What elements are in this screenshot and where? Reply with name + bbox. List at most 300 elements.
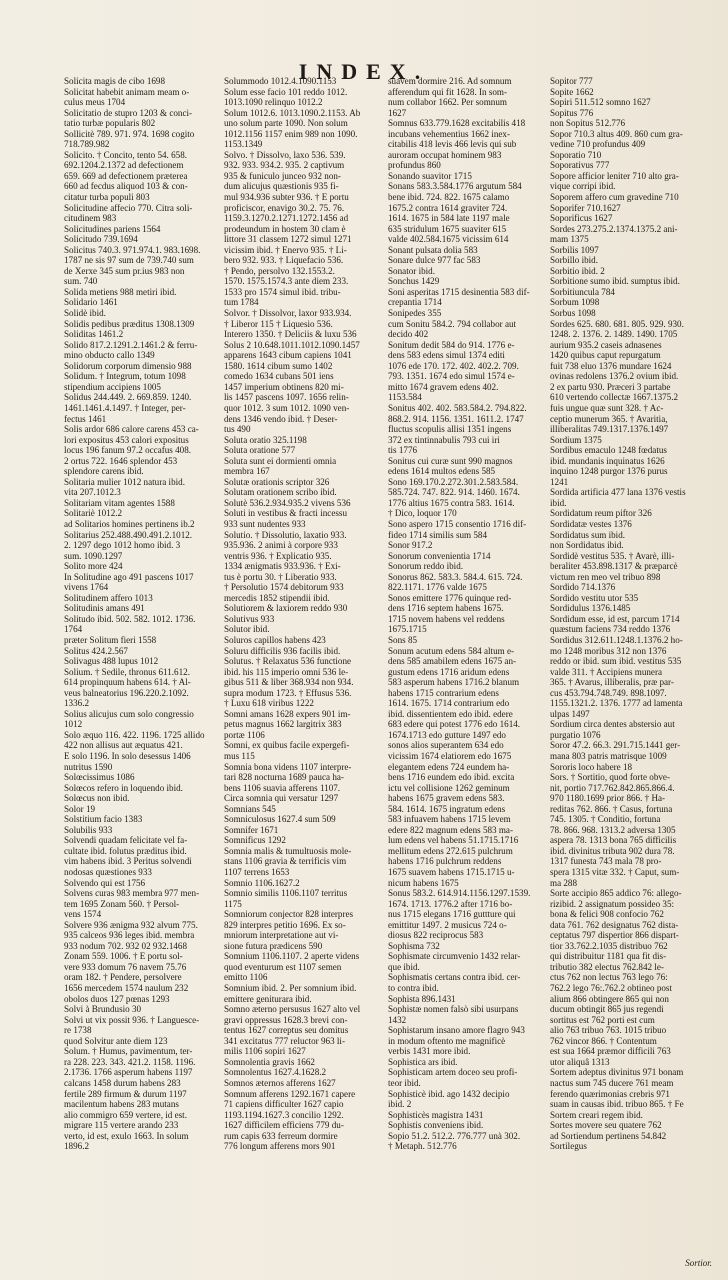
index-entry: mus 115 [224, 751, 255, 761]
index-column-4 [550, 76, 714, 1236]
index-entry: suam in causas ibid. tribuo 865. † Fe [550, 1099, 684, 1110]
index-entry: 1241 [550, 476, 569, 487]
index-entry: mam 1375 [550, 234, 589, 245]
index-entry: Sonant pulsata dolia 583 [388, 244, 478, 255]
index-entry: Sophisticè ibid. ago 1432 decipio [388, 1088, 510, 1099]
index-entry: stipendium accipiens 1005 [64, 381, 161, 392]
index-entry: Sonorus 862. 583.3. 584.4. 615. 724. [388, 571, 523, 582]
index-entry: Sophistica ars ibid. [388, 1056, 458, 1067]
index-entry: Solitariam vitam agentes 1588 [64, 497, 175, 508]
index-entry: fertile 289 firmum & durum 1197 [64, 1088, 187, 1099]
index-entry: Sophistæ nomen falsò sibi usurpans [388, 1004, 519, 1015]
index-entry: vita 207.1012.3 [64, 487, 121, 498]
index-entry: de Xerxe 345 sum pr.ius 983 non [64, 265, 185, 276]
index-entry: Solicitudo 739.1694 [64, 234, 138, 245]
index-entry: Sordium circa dentes abstersio aut [550, 719, 675, 730]
index-entry: Soporativus 777 [550, 160, 610, 171]
index-entry: 2. 1297 dego 1012 homo ibid. 3 [64, 540, 181, 551]
index-entry: Sonare dulce 977 fac 583 [388, 255, 481, 266]
index-entry: † Pendo, persolvo 132.1553.2. [224, 265, 335, 276]
index-entry: Sophismate circumvenio 1432 relar- [388, 951, 521, 962]
index-entry: Solidario 1461 [64, 297, 118, 308]
index-entry: † Metaph. 512.776 [388, 1141, 457, 1152]
index-entry: 718.789.982 [64, 139, 110, 150]
index-entry: fectus 1461 [64, 413, 107, 424]
index-entry: sum. 1090.1297 [64, 550, 123, 561]
index-entry: Sophistis conveniens ibid. [388, 1120, 484, 1131]
index-entry: 583 infuavem habens 1715 levem [388, 814, 511, 825]
index-entry: crepantia 1714 [388, 297, 442, 308]
index-entry: cum Sonitu 584.2. 794 collabor aut [388, 318, 517, 329]
index-entry: supra modum 1723. † Effusus 536. [224, 687, 352, 698]
index-entry: vedine 710 profundus 409 [550, 139, 646, 150]
index-entry: 1614. 1675. 1714 contrarium edo [388, 698, 510, 709]
index-entry: 365. † Avarus, illiberalis, præ par- [550, 677, 674, 688]
index-entry: 1012 [64, 719, 83, 730]
index-entry: ceptio munerum 365. † Avaritia, [550, 413, 668, 424]
index-entry: ibid. dissentientem edo ibid. edere [388, 708, 513, 719]
index-entry: quod Solvitur ante diem 123 [64, 1035, 168, 1046]
index-entry: Somnificus 1292 [224, 835, 286, 846]
index-column-3 [388, 76, 542, 1236]
index-entry: Somnium 1106.1107. 2 aperte videns [224, 951, 360, 962]
index-entry: Sorbum 1098 [550, 297, 600, 308]
index-entry: Somni, ex quibus facile expergefi- [224, 740, 350, 751]
index-entry: 1334 ænigmatis 933.936. † Exi- [224, 561, 341, 572]
index-entry: illiberalitas 749.1317.1376.1497 [550, 424, 669, 435]
index-entry: Sonator ibid. [388, 265, 435, 276]
index-entry: Sophista 896.1431 [388, 993, 456, 1004]
index-entry: littore 31 classem 1272 simul 1271 [224, 234, 352, 245]
index-entry: gravi oppressus 1628.3 brevi con- [224, 1014, 348, 1025]
index-entry: Solœcos refero in loquendo ibid. [64, 782, 183, 793]
index-entry: 1896.2 [64, 1141, 90, 1152]
index-entry: præter Solitum fieri 1558 [64, 634, 157, 645]
index-entry: Solicito. † Concito, tento 54. 658. [64, 149, 188, 160]
index-entry: 1570. 1575.1574.3 ante diem 233. [224, 276, 349, 287]
index-entry: 762 vincor 866. † Contentum [550, 1035, 657, 1046]
index-entry: 683 edere qui potest 1776 edo 1614. [388, 719, 521, 730]
index-entry: num collabor 1662. Per somnum [388, 97, 507, 108]
index-entry: 935 calceos 936 leges ibid. membra [64, 930, 195, 941]
index-entry: 933 sunt nudentes 933 [224, 518, 306, 529]
index-entry: tatio turbæ popularis 802 [64, 118, 156, 129]
index-entry: Sordidatæ vestes 1376 [550, 518, 632, 529]
index-entry: bens 1106 suavia afferens 1107. [224, 782, 341, 793]
index-entry: 635 stridulum 1675 suaviter 615 [388, 223, 507, 234]
index-entry: 660 ad fecdus aliquod 103 & con- [64, 181, 188, 192]
index-entry: tis 1776 [388, 445, 418, 456]
index-entry: Solvo. † Dissolvo, laxo 536. 539. [224, 149, 346, 160]
index-entry: Soluta oratione 577 [224, 445, 296, 456]
index-entry: tus 490 [224, 424, 251, 435]
index-entry: 584. 1614. 1675 ingratum edens [388, 803, 506, 814]
index-entry: suavem dormire 216. Ad somnum [388, 76, 512, 86]
index-entry: quor 1012. 3 sum 1012. 1090 ven- [224, 402, 350, 413]
index-entry: Solito more 424 [64, 561, 123, 572]
index-entry: Sonitum dedit 584 do 914. 1776 e- [388, 339, 515, 350]
index-entry: Solivagus 488 lupus 1012 [64, 656, 159, 667]
index-entry: Solius alicujus cum solo congressio [64, 708, 194, 719]
index-entry: 1336.2 [64, 698, 90, 709]
index-entry: 1107 terrens 1653 [224, 867, 290, 878]
index-entry: Sopitor 777 [550, 76, 593, 86]
index-entry: 822.1171. 1776 valde 1675 [388, 582, 487, 593]
index-entry: uno solum parte 1090. Non solum [224, 118, 348, 129]
index-entry: 1715 novem habens vel reddens [388, 613, 505, 624]
index-entry: citudinem 983 [64, 213, 117, 224]
index-entry: Soluti in vestibus & fracti incessu [224, 508, 348, 519]
index-entry: Somnolentus 1627.4.1628.2 [224, 1067, 327, 1078]
index-entry: habens 1716 pulchrum reddens [388, 856, 502, 867]
index-entry: Sonus 583.2. 614.914.1156.1297.1539. [388, 888, 531, 899]
index-entry: 585.724. 747. 822. 914. 1460. 1674. [388, 487, 520, 498]
index-entry: nus 1715 elegans 1716 guttture qui [388, 909, 516, 920]
index-entry: tentus 1627 correptus seu domitus [224, 1025, 349, 1036]
index-entry: 1175 [224, 898, 242, 909]
index-entry: bens 1716 eundem edo ibid. excita [388, 772, 515, 783]
index-entry: Solidorum corporum dimensio 988 [64, 360, 192, 371]
index-entry: aspera 78. 1313 bona 765 difficilis [550, 835, 677, 846]
index-entry: Solvi ut vix possit 936. † Languesce- [64, 1014, 200, 1025]
index-entry: comedo 1634 cubans 501 iens [224, 371, 334, 382]
index-entry: in modum oftento me magnificè [388, 1035, 506, 1046]
index-entry: decido 402 [388, 329, 429, 340]
index-entry: Sons 85 [388, 634, 418, 645]
index-entry: culus meus 1704 [64, 97, 126, 108]
index-entry: 78. 866. 968. 1313.2 adversa 1305 [550, 824, 676, 835]
index-entry: Somnians 545 [224, 803, 276, 814]
index-entry: obolos duos 127 pœnas 1293 [64, 993, 170, 1004]
index-entry: Solium. † Sedile, thronus 611.612. [64, 666, 190, 677]
index-entry: Sorbitiuncula 784 [550, 286, 615, 297]
index-entry: fideo 1714 similis sum 584 [388, 529, 488, 540]
index-entry: Sordida artificia 477 lana 1376 vestis [550, 487, 686, 498]
index-entry: mellitum edens 272.615 pulchrum [388, 845, 513, 856]
index-entry: Sordes 273.275.2.1374.1375.2 ani- [550, 223, 678, 234]
index-entry: nit, portio 717.762.842.865.866.4. [550, 782, 675, 793]
index-entry: ibid. mundanis inquinatus 1626 [550, 455, 665, 466]
index-entry: Sonans 583.3.584.1776 argutum 584 [388, 181, 522, 192]
index-entry: Sorbus 1098 [550, 308, 596, 319]
index-entry: bene ibid. 724. 822. 1675 calamo [388, 192, 510, 203]
index-entry: 1153.584 [388, 392, 422, 403]
index-entry: Zonam 559. 1006. † E portu sol- [64, 951, 183, 962]
index-entry: Solidum. † Integrum, totum 1098 [64, 371, 186, 382]
index-entry: vique corripi ibid. [550, 181, 616, 192]
index-entry: non Sordidatus ibid. [550, 540, 624, 551]
index-entry: Sorte accipio 865 addico 76: allego- [550, 888, 682, 899]
index-entry: Sordes 625. 680. 681. 805. 929. 930. [550, 318, 684, 329]
index-entry: sortitus est 762 porti est cum [550, 1014, 655, 1025]
index-entry: tem 1695 Zonam 560. † Persol- [64, 898, 180, 909]
index-entry: 1787 ne sis 97 sum de 739.740 sum [64, 255, 194, 266]
index-columns [64, 76, 714, 1236]
index-entry: Solitudo ibid. 502. 582. 1012. 1736. [64, 613, 196, 624]
index-entry: 2 ex partu 930. Præceri 3 partabe [550, 381, 671, 392]
index-entry: dens 1716 septem habens 1675. [388, 603, 504, 614]
index-entry: Somnium ibid. 2. Per somnium ibid. [224, 983, 357, 994]
index-entry: gibus 511 & liber 368.934 non 934. [224, 677, 354, 688]
index-entry: 829 interpres petitio 1696. Ex so- [224, 919, 346, 930]
index-entry: Sonos emittere 1776 quinque red- [388, 592, 512, 603]
index-entry: 1776 altius 1675 contra 583. 1614. [388, 497, 515, 508]
index-entry: Solitarius 252.488.490.491.2.1012. [64, 529, 193, 540]
index-entry: tari 828 nocturna 1689 pauca ha- [224, 772, 344, 783]
index-entry: Solœcissimus 1086 [64, 772, 135, 783]
index-entry: citatur turba populi 803 [64, 192, 150, 203]
index-entry: lum edens vel habens 51.1715.1716 [388, 835, 519, 846]
index-entry: 1674. 1713. 1776.2 after 1716 bo- [388, 898, 513, 909]
index-entry: Solutivus 933 [224, 613, 275, 624]
index-entry: Somnia bona videns 1107 interpre- [224, 761, 352, 772]
index-entry: Solutam orationem scribo ibid. [224, 487, 337, 498]
index-entry: emittere geniturara ibid. [224, 993, 312, 1004]
index-entry: rizibid. 2 assignatum possideo 35: [550, 898, 675, 909]
index-entry: Somnolentia gravis 1662 [224, 1056, 315, 1067]
index-entry: Solidè ibid. [64, 308, 106, 319]
index-entry: beraliter 453.898.1317 & præparcè [550, 561, 678, 572]
index-entry: sione futura prædicens 590 [224, 940, 323, 951]
index-entry: 614 propinquum habens 614. † Al- [64, 677, 191, 688]
index-entry: quod eventurum est 1107 semen [224, 961, 342, 972]
index-entry: milis 1106 sopiri 1627 [224, 1046, 306, 1057]
index-entry: 745. 1305. † Conditio, fortuna [550, 814, 661, 825]
index-entry: fuit 738 eluo 1376 mundare 1624 [550, 360, 672, 371]
index-entry: afferendum qui fit 1628. In som- [388, 86, 508, 97]
index-entry: Somni amans 1628 expers 901 im- [224, 708, 351, 719]
index-entry: bona & felici 908 confocio 762 [550, 909, 664, 920]
index-entry: cus 453.794.748.749. 898.1097. [550, 687, 667, 698]
index-entry: quæstum faciens 734 reddo 1376 [550, 624, 671, 635]
index-entry: Solutus. † Relaxatus 536 functione [224, 656, 352, 667]
index-entry: 1580. 1614 cibum sumo 1402 [224, 360, 333, 371]
index-entry: Sophistarum insano amore flagro 943 [388, 1025, 525, 1036]
index-entry: Solitudinis amans 491 [64, 603, 145, 614]
index-entry: Solidus 244.449. 2. 669.859. 1240. [64, 392, 192, 403]
index-entry: Sonipedes 355 [388, 308, 442, 319]
index-entry: dens 585 amabilem edens 1675 an- [388, 656, 517, 667]
index-entry: 1159.3.1270.2.1271.1272.1456 ad [224, 213, 349, 224]
index-entry: Solvi à Brundusio 30 [64, 1004, 142, 1015]
index-entry: Solo æquo 116. 422. 1196. 1725 allido [64, 729, 205, 740]
index-entry: Solum 1012.6. 1013.1090.2.1153. Ab [224, 107, 361, 118]
index-entry: reddo or ibid. sum ibid. vestitus 535 [550, 656, 682, 667]
index-entry: elegantem edens 724 eundem ha- [388, 761, 510, 772]
index-entry: In Solitudine ago 491 pascens 1017 [64, 571, 194, 582]
index-entry: Circa somnia qui versatur 1297 [224, 793, 339, 804]
index-entry: Solicitus 740.3. 971.974.1. 983.1698. [64, 244, 201, 255]
index-entry: ulpas 1497 [550, 708, 590, 719]
index-entry: Sopiri 511.512 somno 1627 [550, 97, 651, 108]
index-entry: nicum habens 1675 [388, 877, 459, 888]
index-entry: 583 asperum habens 1716.2 blanum [388, 677, 520, 688]
index-entry: Somnio similis 1106.1107 territus [224, 888, 348, 899]
index-entry: Sopitus 776 [550, 107, 594, 118]
index-entry: Solvere 936 ænigma 932 alvum 775. [64, 919, 198, 930]
index-entry: macilentum habens 283 mutans [64, 1099, 179, 1110]
index-entry: E solo 1196. In solo desessus 1406 [64, 751, 191, 761]
index-entry: Sortes movere seu quatere 762 [550, 1120, 662, 1131]
index-entry: Soluta sunt ei dormienti omnia [224, 455, 337, 466]
index-entry: Soni asperitas 1715 desinentia 583 dif- [388, 286, 530, 297]
index-entry: vicissim 1674 elatiorem edo 1675 [388, 751, 512, 761]
index-entry: emitto 1106 [224, 972, 268, 983]
index-entry: tributio 382 electus 762.842 le- [550, 961, 664, 972]
index-entry: Somnia malis & tumultuosis mole- [224, 845, 352, 856]
index-entry: edens 1614 multos edens 585 [388, 466, 496, 477]
index-entry: valde 311. † Accipiens munera [550, 666, 663, 677]
index-entry: 793. 1351. 1674 edo simul 1574 e- [388, 371, 515, 382]
index-entry: apparens 1643 cibum capiens 1041 [224, 350, 352, 361]
index-entry: 1248. 2. 1376. 2. 1489. 1490. 1705 [550, 329, 678, 340]
index-entry: 1674.1713 edo gutture 1497 edo [388, 729, 506, 740]
index-entry: ad Solitarios homines pertinens ib.2 [64, 518, 195, 529]
index-entry: 1675.1715 [388, 624, 427, 635]
catchword: Sortior. [685, 1258, 712, 1268]
index-entry: 1461.1461.4.1497. † Integer, per- [64, 402, 186, 413]
index-entry: Soluros capillos habens 423 [224, 634, 326, 645]
index-entry: Sordido vestitu utor 535 [550, 592, 639, 603]
index-entry: edere 822 magnum edens 583 ma- [388, 824, 513, 835]
index-entry: 1076 ede 170. 172. 402. 402.2. 709. [388, 360, 519, 371]
index-entry: membra 167 [224, 466, 270, 477]
index-entry: 1153.1349 [224, 139, 263, 150]
index-entry: Sollicitè 789. 971. 974. 1698 cogito [64, 128, 195, 139]
index-entry: dum alicujus quæstionis 935 fi- [224, 181, 339, 192]
index-entry: Solida metiens 988 metiri ibid. [64, 286, 177, 297]
index-entry: Sortem creari regem ibid. [550, 1109, 643, 1120]
index-entry: Sororis loco habere 18 [550, 761, 633, 772]
index-entry: Sorbitione sumo ibid. sumptus ibid. [550, 276, 680, 287]
index-entry: Sonorum reddo ibid. [388, 561, 464, 572]
index-entry: Sordibus emaculo 1248 fœdatus [550, 445, 667, 456]
index-entry: Sonitus 402. 402. 583.584.2. 794.822. [388, 402, 527, 413]
index-entry: calcans 1458 durum habens 283 [64, 1077, 181, 1088]
index-entry: Soliditas 1461.2 [64, 329, 124, 340]
index-entry: 1420 quibus caput repurgatum [550, 350, 661, 361]
index-entry: Sorbillo ibid. [550, 255, 598, 266]
index-entry: alium 866 obtingere 865 qui non [550, 993, 669, 1004]
index-entry: 1533 pro 1574 simul ibid. tribu- [224, 286, 341, 297]
index-entry: Sonitus cui curæ sunt 990 magnos [388, 455, 513, 466]
index-entry: 1012.1156 1157 enim 989 non 1090. [224, 128, 358, 139]
index-entry: Solutor ibid. [224, 624, 270, 635]
index-entry: Solitariè 1012.2 [64, 508, 123, 519]
index-entry: que ibid. [388, 961, 420, 972]
index-entry: teor ibid. [388, 1077, 421, 1088]
index-entry: mino obducto callo 1349 [64, 350, 155, 361]
index-entry: 422 non allisus aut æquatus 421. [64, 740, 183, 751]
index-entry: Somniculosus 1627.4 sum 509 [224, 814, 336, 825]
index-entry: mul 934.936 subter 936. † E portu [224, 192, 349, 203]
index-entry: † Dico, loquor 170 [388, 508, 457, 519]
index-entry: vens 1574 [64, 909, 102, 920]
index-entry: incubans vehementius 1662 inex- [388, 128, 510, 139]
index-entry: Sortem adeptus divinitus 971 bonam [550, 1067, 684, 1078]
index-entry: tus è portu 30. † Liberatio 933. [224, 571, 337, 582]
index-entry: Solum. † Humus, pavimentum, ter- [64, 1046, 193, 1057]
index-entry: Solutè 536.2.934.935.2 vivens 536 [224, 497, 351, 508]
index-entry: 935 & funiculo junceo 932 non- [224, 170, 341, 181]
index-entry: vim habens ibid. 3 Peritus solvendi [64, 856, 192, 867]
index-entry: Solidis pedibus præditus 1308.1309 [64, 318, 195, 329]
index-entry: ibid. [550, 497, 567, 508]
index-entry: utor aliquâ 1313 [550, 1056, 610, 1067]
index-entry: Somnum afferens 1292.1671 capere [224, 1088, 356, 1099]
index-entry: vere 933 domum 76 navem 75.76 [64, 961, 187, 972]
index-entry: † Persolutio 1574 debitorum 933 [224, 582, 344, 593]
index-entry: Solstitium facio 1383 [64, 814, 143, 825]
index-entry: ma 288 [550, 877, 578, 888]
index-column-2 [224, 76, 380, 1236]
index-entry: Solubilis 933 [64, 824, 113, 835]
index-entry: nactus sum 745 ducere 761 meam [550, 1077, 674, 1088]
index-entry: Solitudinem affero 1013 [64, 592, 153, 603]
index-entry: mniorum interpretatione aut vi- [224, 930, 339, 941]
index-entry: victum ren meo vel tribuo 898 [550, 571, 661, 582]
index-entry: valde 402.584.1675 vicissim 614 [388, 234, 509, 245]
index-entry: 1013.1090 relinquo 1012.2 [224, 97, 323, 108]
index-entry: Solus 2 10.648.1011.1012.1090.1457 [224, 339, 360, 350]
index-entry: 868.2. 914. 1156. 1351. 1611.2. 1747 [388, 413, 524, 424]
index-entry: 1656 mercedem 1574 naulum 232 [64, 983, 189, 994]
index-entry: Solvendo qui est 1756 [64, 877, 146, 888]
index-entry: Solor 19 [64, 803, 96, 814]
index-entry: 1675.2 contra 1614 graviter 724. [388, 202, 508, 213]
index-entry: Solicitat habebit animam meam o- [64, 86, 190, 97]
index-entry: Sopite 1662 [550, 86, 594, 97]
index-entry: tior 33.762.2.1035 distribuo 762 [550, 940, 668, 951]
index-entry: 610 vertendo collectæ 1667.1375.2 [550, 392, 679, 403]
index-entry: 1627 [388, 107, 407, 118]
index-entry: non Sopitus 512.776 [550, 118, 626, 129]
index-entry: cultate ibid. folutus præditus ibid. [64, 845, 187, 856]
index-entry: habens 1675 gravem edens 583. [388, 793, 505, 804]
index-entry: Sordidatum reum piftor 326 [550, 508, 652, 519]
index-entry: stans 1106 gravia & terrificis vim [224, 856, 347, 867]
index-entry: Solvendi quadam felicitate vel fa- [64, 835, 188, 846]
index-entry: ibid. his 115 imperio omni 536 le- [224, 666, 349, 677]
index-entry: inquino 1248 purgor 1376 purus [550, 466, 668, 477]
index-entry: Soror 47.2. 66.3. 291.715.1441 ger- [550, 740, 681, 751]
index-entry: migrare 115 vertere arando 233 [64, 1120, 179, 1131]
index-entry: 932. 933. 934.2. 935. 2 captivum [224, 160, 345, 171]
index-entry: sonos alios superantem 634 edo [388, 740, 504, 751]
index-entry: Solummodo 1012.4.1090.1153 [224, 76, 337, 86]
index-entry: ictu vel collisione 1262 geminum [388, 782, 510, 793]
index-entry: Solitaria mulier 1012 natura ibid. [64, 476, 185, 487]
index-entry: Interero 1350. † Deliciis & luxu 536 [224, 329, 357, 340]
index-entry: 2 ortus 722. 1646 splendor 453 [64, 455, 178, 466]
index-entry: Solitus 424.2.567 [64, 645, 128, 656]
index-entry: 1317 funesta 743 mala 78 pro- [550, 856, 662, 867]
index-entry: Sordidatus sum ibid. [550, 529, 626, 540]
index-entry: Somniorum conjector 828 interpres [224, 909, 354, 920]
index-entry: 692.1204.2.1372 ad defectionem [64, 160, 184, 171]
index-entry: Sonor 917.2 [388, 540, 433, 551]
index-entry: sum. 740 [64, 276, 98, 287]
index-entry: verto, id est, exulo 1663. In solum [64, 1130, 189, 1141]
index-entry: dens 1346 vendo ibid. † Deser- [224, 413, 338, 424]
index-entry: 776 longum afferens mors 901 [224, 1141, 336, 1152]
index-entry: Solvor. † Dissolvor, laxor 933.934. [224, 308, 352, 319]
index-entry: alio commigro 659 vertere, id est. [64, 1109, 187, 1120]
index-entry: Sorbilis 1097 [550, 244, 599, 255]
index-entry: 935.936. 2 animi à corpore 933 [224, 540, 338, 551]
index-entry: ducum obtingit 865 jus regendi [550, 1004, 664, 1015]
index-entry: Sorbitio ibid. 2 [550, 265, 605, 276]
